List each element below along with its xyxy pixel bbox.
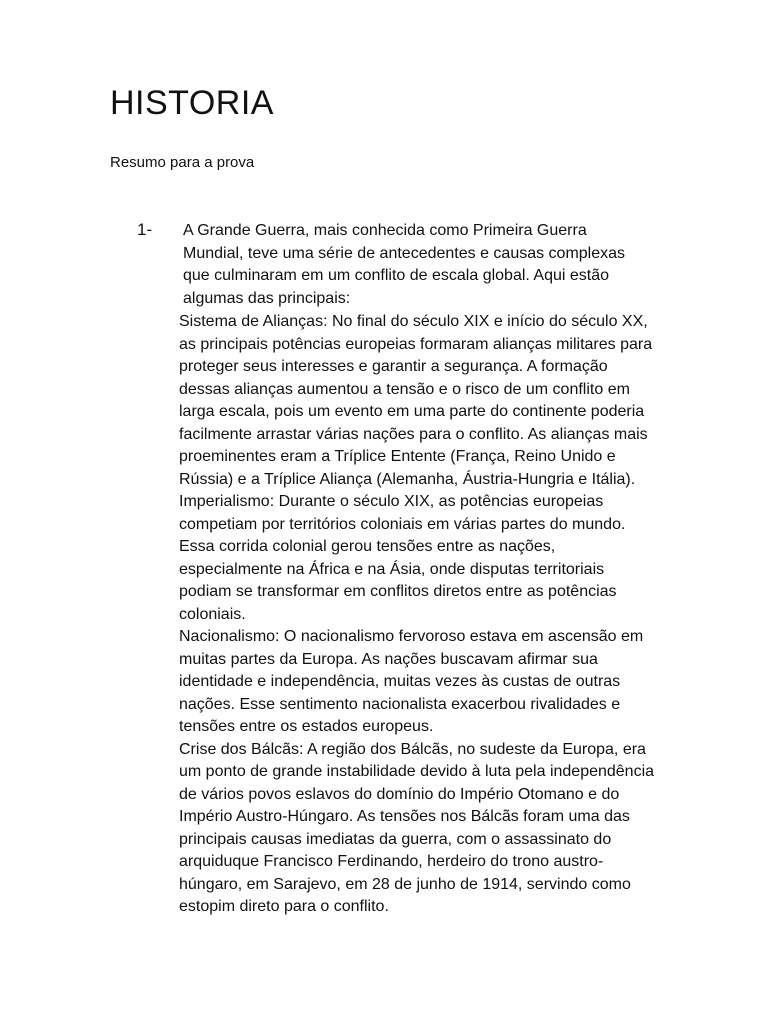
paragraph-alliances: Sistema de Alianças: No final do século XIX e início do século XX, as principais potências europeias formaram alianças militares para proteger seus interesses e garantir a segurança. A formação dessas alianças aumentou a tensão e o risco de um conflito em larga escala, pois um evento em uma parte do continente poderia facilmente arrastar várias nações para o conflito. As alianças mais proeminentes eram a Tríplice Entente (França, Reino Unido e Rússia) e a Tríplice Aliança (Alemanha, Áustria-Hungria e Itália). (179, 313, 653, 488)
intro-paragraph: A Grande Guerra, mais conhecida como Primeira Guerra Mundial, teve uma série de antecedentes e causas complexas que culminaram em um conflito de escala global. Aqui estão algumas das principais: (183, 222, 626, 307)
list-item-number: 1- (137, 220, 153, 239)
paragraph-nationalism: Nacionalismo: O nacionalismo fervoroso estava em ascensão em muitas partes da Europa. As nações buscavam afirmar sua identidade e independência, muitas vezes às custas de outras nações. Esse sentimento nacionalista exacerbou rivalidades e tensões entre os estados europeus. (179, 628, 644, 735)
body-text (179, 311, 657, 919)
paragraph-imperialism: Imperialismo: Durante o século XIX, as potências europeias competiam por territórios coloniais em várias partes do mundo. Essa corrida colonial gerou tensões entre as nações, especialmente na África e na Ásia, onde disputas territoriais podiam se transformar em conflitos diretos entre as potências coloniais. (179, 493, 626, 623)
document-subtitle: Resumo para a prova (110, 154, 255, 171)
document-title: HISTORIA (110, 84, 274, 122)
paragraph-balkans: Crise dos Bálcãs: A região dos Bálcãs, no sudeste da Europa, era um ponto de grande instabilidade devido à luta pela independência de vários povos eslavos do domínio do Império Otomano e do Império Austro-Húngaro. As tensões nos Bálcãs foram uma das principais causas imediatas da guerra, com o assassinato do arquiduque Francisco Ferdinando, herdeiro do trono austro-húngaro, em Sarajevo, em 28 de junho de 1914, servindo como estopim direto para o conflito. (179, 740, 655, 915)
